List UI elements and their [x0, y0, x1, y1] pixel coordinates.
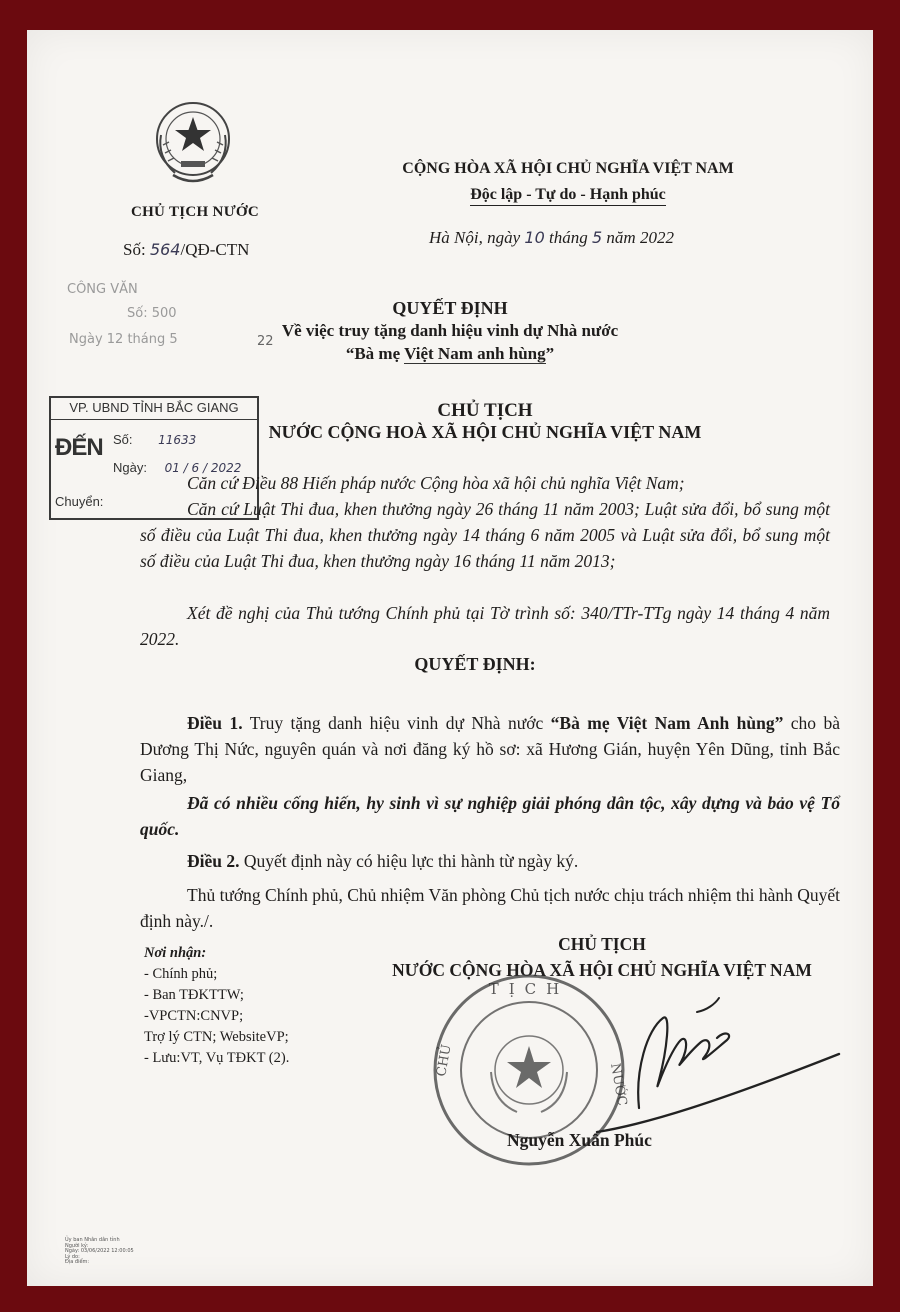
- national-motto: [383, 186, 753, 204]
- basis-paragraph-3: Xét đề nghị của Thủ tướng Chính phủ tại Tờ trình số: 340/TTr-TTg ngày 14 tháng 4 năm 2022.: [140, 603, 830, 649]
- tiny-line: Ủy ban Nhân dân tỉnh: [65, 1237, 120, 1243]
- date-month: 5: [591, 228, 603, 247]
- article-1-text: Truy tặng danh hiệu vinh dự Nhà nước: [242, 713, 551, 733]
- date-month-label: tháng: [549, 228, 588, 247]
- received-date-label: Ngày:: [113, 460, 147, 475]
- issuer-name: CHỦ TỊCH NƯỚC: [130, 204, 260, 220]
- doc-number-handwritten: 564: [149, 240, 181, 259]
- authority-title: CHỦ TỊCH: [437, 400, 533, 421]
- faded-line-2: Số: 500: [127, 306, 177, 321]
- svg-text:TỊCH: TỊCH: [488, 980, 570, 998]
- article-1: [140, 710, 840, 788]
- received-date-value: 01 / 6 / 2022: [164, 461, 242, 475]
- faded-line-3: Ngày 12 tháng 5: [69, 332, 178, 347]
- recipient-item: - Chính phủ;: [144, 966, 218, 982]
- faded-line-1: CÔNG VĂN: [67, 282, 138, 297]
- received-forward-label: Chuyển:: [55, 494, 104, 509]
- date-year: năm 2022: [606, 228, 674, 247]
- article-2-text: Quyết định này có hiệu lực thi hành từ ngày ký.: [239, 851, 579, 871]
- doc-number-label: Số:: [123, 240, 146, 259]
- signature-title: CHỦ TỊCH: [558, 934, 646, 954]
- tiny-line: Địa điểm:: [65, 1259, 90, 1265]
- article-3: Thủ tướng Chính phủ, Chủ nhiệm Văn phòng Chủ tịch nước chịu trách nhiệm thi hành Quyết định này./.: [140, 885, 840, 931]
- tiny-line: Người ký:: [65, 1242, 89, 1249]
- subject-quote-close: ”: [545, 344, 555, 363]
- subject-underlined: Việt Nam anh hùng: [404, 344, 546, 363]
- motto-text: Độc lập - Tự do - Hạnh phúc: [470, 186, 666, 206]
- date-prefix: Hà Nội, ngày: [429, 228, 521, 247]
- recipient-item: -VPCTN:CNVP;: [144, 1008, 244, 1024]
- recipient-item: - Lưu:VT, Vụ TĐKT (2).: [144, 1050, 290, 1066]
- received-so-value: 11633: [158, 433, 197, 447]
- recipients-list: [144, 943, 289, 1069]
- national-emblem-icon: [151, 95, 235, 189]
- signature-org: NƯỚC CỘNG HÒA XÃ HỘI CHỦ NGHĨA VIỆT NAM: [392, 960, 812, 980]
- article-2: [140, 848, 840, 874]
- document-number: [123, 240, 249, 260]
- faded-line-4: 22: [257, 334, 274, 349]
- document-page: [27, 30, 873, 1286]
- doc-number-suffix: /QĐ-CTN: [180, 240, 250, 259]
- date-day: 10: [524, 228, 545, 247]
- tiny-line: Ngày: 03/06/2022 12:00:05: [65, 1248, 134, 1254]
- article-1-recipient: cho bà Dương Thị Nức, nguyên quán và nơi đăng ký hồ sơ: xã Hương Gián, huyện Yên Dũng, tỉnh Bắc Giang,: [140, 713, 840, 785]
- digital-signature-info: [65, 1238, 134, 1266]
- recipient-item: - Ban TĐKTTW;: [144, 987, 244, 1003]
- received-so-label: Số:: [113, 432, 133, 447]
- article-1-award: “Bà mẹ Việt Nam Anh hùng”: [550, 713, 784, 733]
- decision-subject-2: [27, 344, 873, 364]
- article-1-label: Điều 1.: [187, 713, 243, 733]
- svg-text:CHỦ: CHỦ: [434, 1043, 455, 1078]
- svg-text:NƯỚC: NƯỚC: [607, 1062, 630, 1107]
- authority-org: NƯỚC CỘNG HOÀ XÃ HỘI CHỦ NGHĨA VIỆT NAM: [268, 422, 702, 442]
- recipients-heading: Nơi nhận:: [144, 945, 207, 961]
- handwritten-signature: [567, 990, 847, 1140]
- decision-subject-1: Về việc truy tặng danh hiệu vinh dự Nhà nước: [281, 321, 619, 340]
- tiny-line: Lý do:: [65, 1253, 80, 1260]
- received-stamp-den: ĐẾN: [55, 434, 103, 461]
- nation-name: CỘNG HÒA XÃ HỘI CHỦ NGHĨA VIỆT NAM: [402, 160, 734, 177]
- basis-paragraph-1: Căn cứ Điều 88 Hiến pháp nước Cộng hòa xã hội chủ nghĩa Việt Nam;: [187, 473, 685, 493]
- article-1-merit: Đã có nhiều cống hiến, hy sinh vì sự nghiệp giải phóng dân tộc, xây dựng và bảo vệ Tổ quốc.: [140, 793, 840, 839]
- date-line: [429, 228, 674, 248]
- subject-quote-open: “Bà mẹ: [345, 344, 405, 363]
- basis-paragraph-2: Căn cứ Luật Thi đua, khen thưởng ngày 26 tháng 11 năm 2003; Luật sửa đổi, bổ sung một số điều của Luật Thi đua, khen thưởng ngày 14 tháng 6 năm 2005 và Luật sửa đổi, bổ sung một số điều của Luật Thi đua, khen thưởng ngày 16 tháng 11 năm 2013;: [140, 499, 830, 571]
- decision-heading: QUYẾT ĐỊNH:: [414, 654, 536, 674]
- article-2-label: Điều 2.: [187, 851, 240, 871]
- signer-name: Nguyễn Xuân Phúc: [507, 1130, 652, 1150]
- decision-title: QUYẾT ĐỊNH: [392, 298, 508, 318]
- recipient-item: Trợ lý CTN; WebsiteVP;: [144, 1029, 289, 1045]
- received-stamp-header: VP. UBND TỈNH BẮC GIANG: [51, 400, 257, 420]
